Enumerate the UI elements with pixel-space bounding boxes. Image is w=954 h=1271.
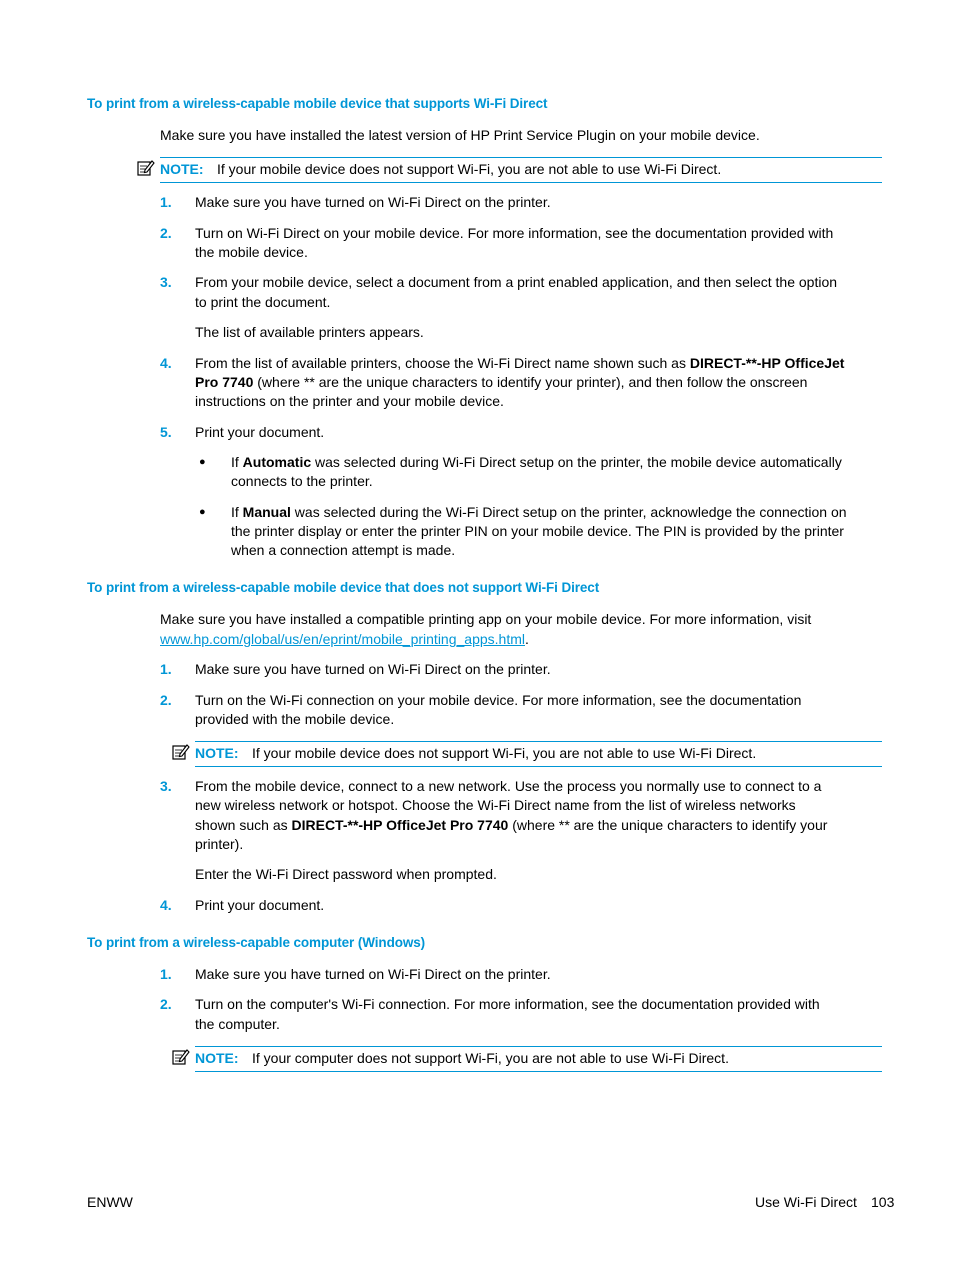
step-text: Turn on the computer's Wi-Fi connection. For more information, see the documentation provided with bbox=[195, 996, 820, 1012]
step-number: 2. bbox=[160, 225, 172, 241]
bullet-text: connects to the printer. bbox=[231, 473, 373, 489]
step-text: instructions on the printer and your mobile device. bbox=[195, 393, 504, 409]
bullet-text: the printer display or enter the printer PIN on your mobile device. The PIN is provided by the printer bbox=[231, 523, 844, 539]
step-number: 4. bbox=[160, 897, 172, 913]
step-text: From the list of available printers, choose the Wi-Fi Direct name shown such as DIRECT-**-HP OfficeJet bbox=[195, 355, 845, 371]
step-number: 3. bbox=[160, 778, 172, 794]
step-text: Turn on the Wi-Fi connection on your mobile device. For more information, see the documentation bbox=[195, 692, 802, 708]
step-text: printer). bbox=[195, 836, 244, 852]
step-number: 3. bbox=[160, 274, 172, 290]
paragraph: www.hp.com/global/us/en/eprint/mobile_printing_apps.html. bbox=[160, 631, 529, 647]
step-text: From your mobile device, select a document from a print enabled application, and then select the option bbox=[195, 274, 838, 290]
step-number: 2. bbox=[160, 692, 172, 708]
note-pencil-icon bbox=[172, 743, 190, 761]
note bbox=[160, 157, 882, 183]
note bbox=[195, 1046, 882, 1072]
printer-name: DIRECT-**-HP OfficeJet bbox=[689, 355, 845, 371]
step-text: new wireless network or hotspot. Choose the Wi-Fi Direct name from the list of wireless networks bbox=[195, 797, 796, 813]
printer-name: DIRECT-**-HP OfficeJet Pro 7740 bbox=[291, 817, 509, 833]
note-text: If your mobile device does not support Wi-Fi, you are not able to use Wi-Fi Direct. bbox=[217, 161, 722, 177]
step-number: 1. bbox=[160, 194, 172, 210]
note-pencil-icon bbox=[137, 159, 155, 177]
bullet-text: If Manual was selected during the Wi-Fi Direct setup on the printer, acknowledge the connection on bbox=[231, 504, 847, 520]
note-label: NOTE: bbox=[160, 161, 204, 177]
note-text: If your mobile device does not support Wi-Fi, you are not able to use Wi-Fi Direct. bbox=[252, 745, 757, 761]
step-text: Print your document. bbox=[195, 424, 325, 440]
mobile-printing-apps-link[interactable]: www.hp.com/global/us/en/eprint/mobile_printing_apps.html bbox=[160, 631, 525, 647]
bullet-text: when a connection attempt is made. bbox=[231, 542, 456, 558]
note-text: If your computer does not support Wi-Fi, you are not able to use Wi-Fi Direct. bbox=[252, 1050, 729, 1066]
note-pencil-icon bbox=[172, 1048, 190, 1066]
bullet-icon: ● bbox=[199, 456, 206, 468]
paragraph: Make sure you have installed the latest version of HP Print Service Plugin on your mobile device. bbox=[160, 127, 760, 143]
paragraph: Make sure you have installed a compatible printing app on your mobile device. For more information, visit bbox=[160, 611, 812, 627]
step-number: 1. bbox=[160, 966, 172, 982]
section-heading: To print from a wireless-capable computer (Windows) bbox=[87, 935, 426, 950]
step-text: provided with the mobile device. bbox=[195, 711, 395, 727]
bullet-text: If Automatic was selected during Wi-Fi Direct setup on the printer, the mobile device automatically bbox=[231, 454, 842, 470]
step-number: 2. bbox=[160, 996, 172, 1012]
step-text: Print your document. bbox=[195, 897, 325, 913]
step-number: 1. bbox=[160, 661, 172, 677]
step-text: Pro 7740 (where ** are the unique characters to identify your printer), and then follow the onscreen bbox=[195, 374, 808, 390]
step-subtext: The list of available printers appears. bbox=[195, 324, 424, 340]
note bbox=[195, 741, 882, 767]
section-heading: To print from a wireless-capable mobile device that supports Wi-Fi Direct bbox=[87, 96, 548, 111]
step-number: 4. bbox=[160, 355, 172, 371]
printer-name: Pro 7740 bbox=[195, 374, 254, 390]
note-label: NOTE: bbox=[195, 1050, 239, 1066]
step-text: the computer. bbox=[195, 1016, 280, 1032]
step-text: From the mobile device, connect to a new network. Use the process you normally use to connect to a bbox=[195, 778, 822, 794]
step-number: 5. bbox=[160, 424, 172, 440]
step-text: Make sure you have turned on Wi-Fi Direct on the printer. bbox=[195, 194, 551, 210]
step-text: shown such as DIRECT-**-HP OfficeJet Pro 7740 (where ** are the unique characters to identify your bbox=[195, 817, 828, 833]
step-text: Make sure you have turned on Wi-Fi Direct on the printer. bbox=[195, 966, 551, 982]
section-heading: To print from a wireless-capable mobile device that does not support Wi-Fi Direct bbox=[87, 580, 600, 595]
note-label: NOTE: bbox=[195, 745, 239, 761]
bullet-icon: ● bbox=[199, 506, 206, 518]
step-text: the mobile device. bbox=[195, 244, 308, 260]
step-text: Turn on Wi-Fi Direct on your mobile device. For more information, see the documentation provided with bbox=[195, 225, 834, 241]
footer-left: ENWW bbox=[87, 1194, 133, 1210]
step-subtext: Enter the Wi-Fi Direct password when prompted. bbox=[195, 866, 497, 882]
page-number: 103 bbox=[871, 1194, 895, 1210]
step-text: Make sure you have turned on Wi-Fi Direct on the printer. bbox=[195, 661, 551, 677]
footer-section-title: Use Wi-Fi Direct bbox=[755, 1194, 857, 1210]
step-text: to print the document. bbox=[195, 294, 331, 310]
